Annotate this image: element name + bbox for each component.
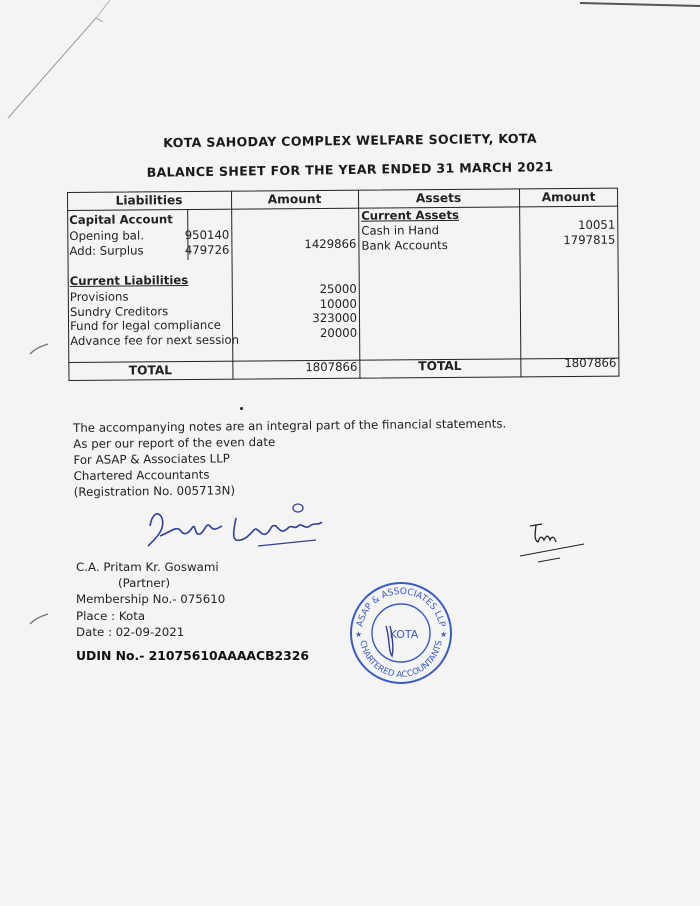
notes-block [73, 415, 507, 500]
liability-amount: 323000 [312, 310, 358, 326]
capital-account-total: 1429866 [304, 236, 357, 252]
scan-edge [580, 0, 700, 10]
liability-label: Provisions [69, 289, 129, 304]
balance-sheet-table [67, 188, 619, 381]
ink-speck [240, 407, 243, 410]
header-amount-left: Amount [267, 192, 322, 207]
header-assets: Assets [415, 190, 462, 206]
asset-label: Cash in Hand [361, 223, 440, 238]
asset-amount: 1797815 [563, 232, 616, 248]
total-left-label: TOTAL [128, 363, 173, 378]
liability-label: Sundry Creditors [69, 303, 169, 319]
balance-sheet-title: BALANCE SHEET FOR THE YEAR ENDED 31 MARCH 2021 [146, 159, 554, 180]
signing-date: Date : 02-09-2021 [76, 624, 185, 639]
total-right-amount: 1807866 [564, 355, 617, 371]
signing-place: Place : Kota [76, 608, 146, 623]
total-left-amount: 1807866 [305, 359, 358, 375]
opening-balance-value: 950140 [184, 227, 230, 243]
signer-block [76, 559, 225, 640]
notes-line: The accompanying notes are an integral part of the financial statements. [73, 416, 507, 435]
liability-label: Fund for legal compliance [69, 317, 221, 333]
header-amount-right: Amount [541, 189, 596, 205]
liability-amount: 20000 [319, 325, 358, 340]
svg-text:ASAP & ASSOCIATES LLP: ASAP & ASSOCIATES LLP [355, 586, 447, 628]
surplus-value: 479726 [184, 242, 230, 258]
header-liabilities: Liabilities [115, 193, 183, 208]
current-assets-heading: Current Assets [361, 207, 460, 223]
notes-line: As per our report of the even date [73, 434, 276, 451]
second-signature [516, 514, 596, 564]
margin-mark [28, 342, 52, 358]
notes-line: (Registration No. 005713N) [73, 483, 236, 499]
svg-text:★: ★ [440, 630, 448, 639]
udin-number: UDIN No.- 21075610AAAACB2326 [76, 648, 310, 663]
svg-text:KOTA: KOTA [389, 628, 419, 641]
current-liabilities-heading: Current Liabilities [69, 273, 189, 288]
auditor-signature [140, 496, 340, 556]
opening-balance-label: Opening bal. [69, 228, 144, 243]
paper-fold-mark [0, 0, 110, 130]
signer-name: C.A. Pritam Kr. Goswami [76, 560, 219, 574]
capital-account-heading: Capital Account [69, 212, 173, 227]
surplus-label: Add: Surplus [69, 243, 144, 258]
svg-text:CHARTERED ACCOUNTANTS: CHARTERED ACCOUNTANTS [357, 639, 445, 681]
notes-line: For ASAP & Associates LLP [73, 451, 230, 467]
liability-label: Advance fee for next session [70, 332, 240, 348]
total-right-label: TOTAL [418, 358, 462, 374]
margin-mark [28, 612, 52, 628]
notes-line: Chartered Accountants [73, 467, 210, 483]
svg-text:★: ★ [355, 630, 363, 639]
asset-label: Bank Accounts [361, 238, 448, 253]
firm-seal-stamp [346, 578, 456, 688]
asset-amount: 10051 [578, 217, 616, 232]
organization-title: KOTA SAHODAY COMPLEX WELFARE SOCIETY, KOTA [163, 130, 537, 151]
signer-role: (Partner) [118, 576, 171, 591]
liability-amount: 25000 [319, 281, 357, 297]
membership-number: Membership No.- 075610 [76, 592, 226, 607]
liability-amount: 10000 [319, 296, 357, 311]
